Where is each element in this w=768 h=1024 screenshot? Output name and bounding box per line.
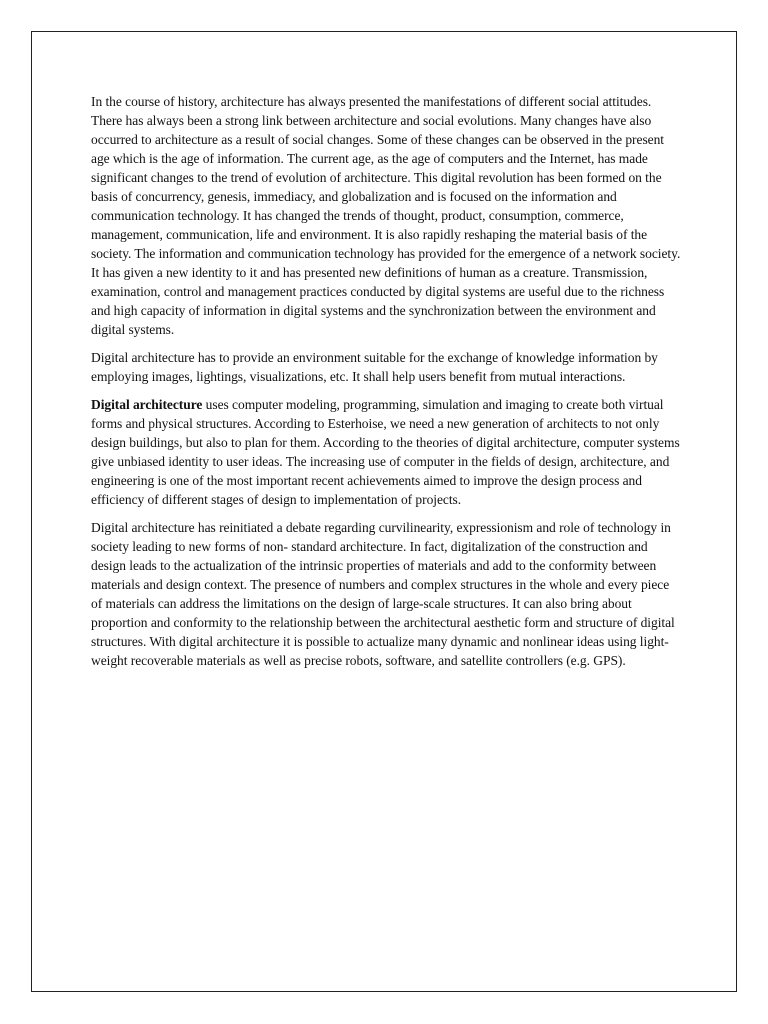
paragraph-3 — [91, 395, 681, 509]
paragraph-1: In the course of history, architecture has always presented the manifestations of different social attitudes. There has always been a strong link between architecture and social evolutions. Many changes have also occurred to architecture as a result of social changes. Some of these changes can be observed in the present age which is the age of information. The current age, as the age of computers and the Internet, has made significant changes to the trend of evolution of architecture. This digital revolution has been formed on the basis of concurrency, genesis, immediacy, and globalization and is focused on the information and communication technology. It has changed the trends of thought, product, consumption, commerce, management, communication, life and environment. It is also rapidly reshaping the material basis of the society. The information and communication technology has provided for the emergence of a network society. It has given a new identity to it and has presented new definitions of human as a creature. Transmission, examination, control and management practices conducted by digital systems are useful due to the richness and high capacity of information in digital systems and the synchronization between the environment and digital systems. — [91, 94, 681, 337]
paragraph-2: Digital architecture has to provide an environment suitable for the exchange of knowledge information by employing images, lightings, visualizations, etc. It shall help users benefit from mutual interactions. — [91, 350, 658, 384]
paragraph-4: Digital architecture has reinitiated a debate regarding curvilinearity, expressionism and role of technology in society leading to new forms of non- standard architecture. In fact, digitalization of the construction and design leads to the actualization of the intrinsic properties of materials and add to the conformity between materials and design context. The presence of numbers and complex structures in the whole and every piece of materials can address the limitations on the design of large-scale structures. It can also bring about proportion and conformity to the relationship between the architectural aesthetic form and structure of digital structures. With digital architecture it is possible to actualize many dynamic and nonlinear ideas using light-weight recoverable materials as well as precise robots, software, and satellite controllers (e.g. GPS). — [91, 520, 675, 668]
paragraph-3-bold-lead: Digital architecture — [91, 397, 203, 412]
paragraph-3-text: uses computer modeling, programming, simulation and imaging to create both virtual forms and physical structures. According to Esterhoise, we need a new generation of architects to not only design buildings, but also to plan for them. According to the theories of digital architecture, computer systems give unbiased identity to user ideas. The increasing use of computer in the fields of design, architecture, and engineering is one of the most important recent achievements aimed to improve the design process and efficiency of different stages of design to implementation of projects. — [91, 397, 680, 507]
document-body — [91, 92, 681, 679]
